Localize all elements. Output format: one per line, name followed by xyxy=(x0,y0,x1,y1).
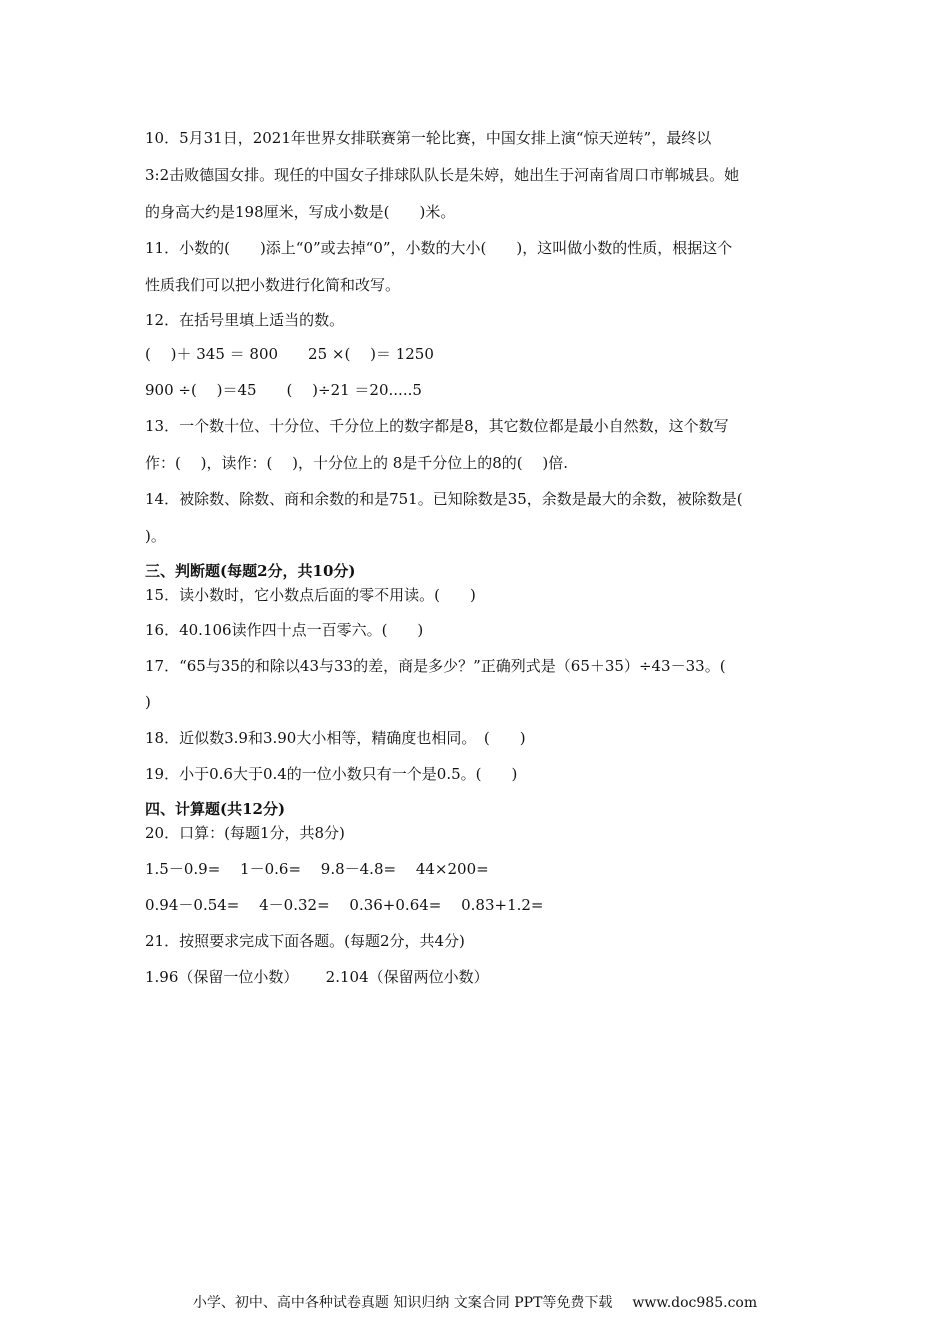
footer-text: 小学、初中、高中各种试卷真题 知识归纳 文案合同 PPT等免费下载 xyxy=(192,1295,613,1311)
q11-line-1: 11．小数的( )添上“0”或去掉“0”，小数的大小( )，这叫做小数的性质，根据这个 xyxy=(145,239,733,257)
q12-line-1: 12．在括号里填上适当的数。 xyxy=(145,311,345,329)
section-3-title: 三、判断题(每题2分，共10分) xyxy=(145,562,356,580)
footer-url[interactable]: www.doc985.com xyxy=(632,1295,758,1311)
q14-line-2: )。 xyxy=(145,527,166,545)
q21-line-1: 21．按照要求完成下面各题。(每题2分，共4分) xyxy=(145,932,465,950)
q12-line-2: ( )＋ 345 ＝ 800 25 ×( )＝ 1250 xyxy=(145,345,434,363)
q20-line-1: 20．口算：(每题1分，共8分) xyxy=(145,824,345,842)
q15-line: 15．读小数时，它小数点后面的零不用读。( ) xyxy=(145,586,476,604)
q19-line: 19．小于0.6大于0.4的一位小数只有一个是0.5。( ) xyxy=(145,765,518,783)
q10-line-1: 10．5月31日，2021年世界女排联赛第一轮比赛，中国女排上演“惊天逆转”，最终以 xyxy=(145,129,712,147)
q11-line-2: 性质我们可以把小数进行化简和改写。 xyxy=(145,276,401,294)
q16-line: 16．40.106读作四十点一百零六。( ) xyxy=(145,621,424,639)
page-footer xyxy=(0,1292,950,1312)
q20-line-2: 1.5－0.9= 1－0.6= 9.8－4.8= 44×200= xyxy=(145,860,489,878)
q17-line-2: ) xyxy=(145,693,151,711)
q10-line-3: 的身高大约是198厘米，写成小数是( )米。 xyxy=(145,203,456,221)
q13-line-2: 作：( )，读作：( )，十分位上的 8是千分位上的8的( )倍. xyxy=(145,454,569,472)
q12-line-3: 900 ÷( )＝45 ( )÷21 ＝20.....5 xyxy=(145,381,422,399)
q18-line: 18．近似数3.9和3.90大小相等，精确度也相同。 ( ) xyxy=(145,729,526,747)
q17-line-1: 17．“65与35的和除以43与33的差，商是多少？”正确列式是（65＋35）÷43－33。( xyxy=(145,657,726,675)
q20-line-3: 0.94－0.54= 4－0.32= 0.36+0.64= 0.83+1.2= xyxy=(145,896,544,914)
q10-line-2: 3:2击败德国女排。现任的中国女子排球队队长是朱婷，她出生于河南省周口市郸城县。她 xyxy=(145,166,740,184)
q13-line-1: 13．一个数十位、十分位、千分位上的数字都是8，其它数位都是最小自然数，这个数写 xyxy=(145,417,729,435)
q14-line-1: 14．被除数、除数、商和余数的和是751。已知除数是35，余数是最大的余数，被除数是( xyxy=(145,490,743,508)
section-4-title: 四、计算题(共12分) xyxy=(145,800,286,818)
q21-line-2: 1.96（保留一位小数） 2.104（保留两位小数） xyxy=(145,968,489,986)
